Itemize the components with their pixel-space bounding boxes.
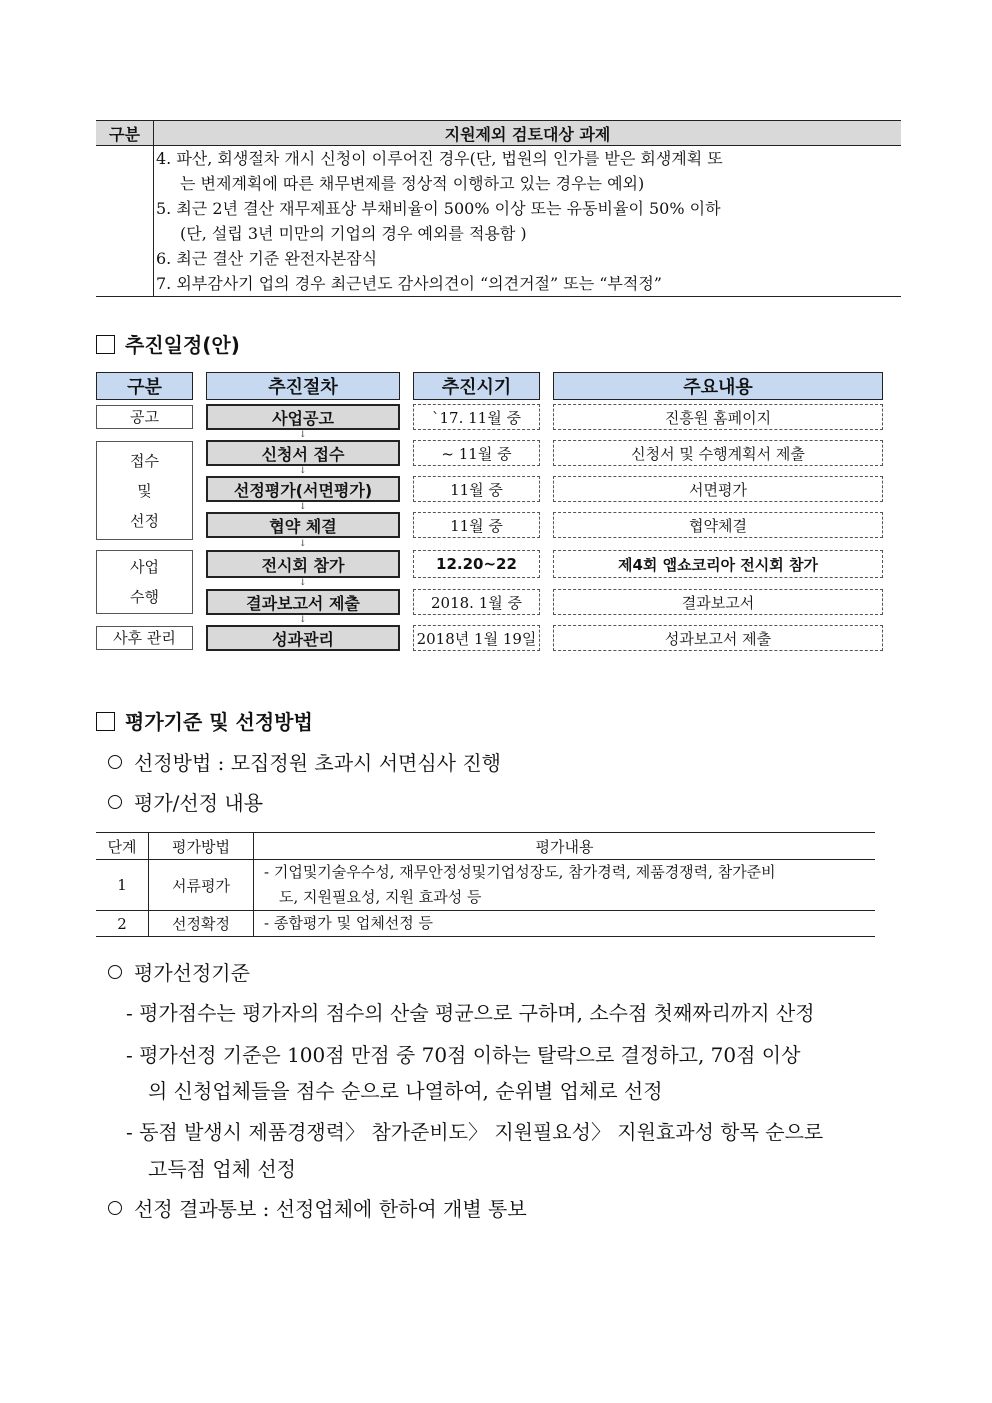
exclusion-item-cont: (단, 설립 3년 미만의 기업의 경우 예외를 적용함 ) [180,224,527,243]
schedule-heading: 추진일정(안) [96,329,240,358]
content-exhibition: 제4회 앱쇼코리아 전시회 참가 [553,550,883,578]
circle-bullet-icon [108,755,122,769]
proc-evaluation: 선정평가(서면평가) [206,476,400,502]
col-header-exclusion: 지원제외 검토대상 과제 [154,121,902,146]
col-header-method: 평가방법 [149,833,254,860]
schedule-header-procedure: 추진절차 [206,372,400,400]
exclusion-item-cont: 는 변제계획에 따른 채무변제를 정상적 이행하고 있는 경우는 예외) [180,174,645,193]
content-announcement: 진흥원 홈페이지 [553,404,883,430]
criteria-item-cont: 고득점 업체 선정 [148,1157,296,1181]
content-application: 신청서 및 수행계획서 제출 [553,440,883,466]
checkbox-square-icon [96,712,115,731]
selection-method: 선정방법 : 모집정원 초과시 서면심사 진행 [108,747,501,776]
proc-exhibition: 전시회 참가 [206,550,400,578]
group-follow-up: 사후 관리 [96,626,193,650]
exclusion-item: 6. 최근 결산 기준 완전자본잠식 [156,249,378,268]
exclusion-item: 7. 외부감사기 업의 경우 최근년도 감사의견이 “의견거절” 또는 “부적정” [156,274,662,293]
circle-bullet-icon [108,795,122,809]
selection-result: 선정 결과통보 : 선정업체에 한하여 개별 통보 [108,1193,527,1222]
arrow-down-icon: ↓ [299,502,307,512]
schedule-header-content: 주요내용 [553,372,883,400]
time-report: 2018. 1월 중 [413,589,540,615]
arrow-down-icon: ↓ [299,430,307,440]
content-agreement: 협약체결 [553,512,883,538]
group-project-execution: 사업 수행 [96,550,193,614]
table-row: 2 선정확정 - 종합평가 및 업체선정 등 [96,911,875,937]
time-performance: 2018년 1월 19일 [413,625,540,651]
exclusion-table [96,120,901,297]
criteria-item: - 평가선정 기준은 100점 만점 중 70점 이하는 탈락으로 결정하고, 70점 이상 [126,1043,801,1067]
time-application: ~ 11월 중 [413,440,540,466]
col-header-content: 평가내용 [254,833,876,860]
exclusion-item: 5. 최근 2년 결산 재무제표상 부채비율이 500% 이상 또는 유동비율이 50% 이하 [156,199,721,218]
proc-application: 신청서 접수 [206,440,400,466]
evaluation-content-label: 평가/선정 내용 [108,787,263,816]
circle-bullet-icon [108,1201,122,1215]
arrow-down-icon: ↓ [299,539,307,549]
criteria-item: - 동점 발생시 제품경쟁력〉 참가준비도〉 지원필요성〉 지원효과성 항목 순으로 [126,1120,824,1144]
content-performance: 성과보고서 제출 [553,625,883,651]
col-header-stage: 단계 [96,833,149,860]
table-row: 1 서류평가 - 기업및기술우수성, 재무안정성및기업성장도, 참가경력, 제품경쟁력, 참가준비 도, 지원필요성, 지원 효과성 등 [96,860,875,911]
checkbox-square-icon [96,335,115,354]
arrow-down-icon: ↓ [299,466,307,476]
group-announcement: 공고 [96,405,193,429]
time-announcement: `17. 11월 중 [413,404,540,430]
time-exhibition: 12.20~22 [413,550,540,578]
proc-report: 결과보고서 제출 [206,589,400,615]
criteria-item: - 평가점수는 평가자의 점수의 산술 평균으로 구하며, 소수점 첫째짜리까지 산정 [126,1001,815,1025]
exclusion-items [154,146,902,297]
time-agreement: 11월 중 [413,512,540,538]
evaluation-heading: 평가기준 및 선정방법 [96,706,313,735]
content-report: 결과보고서 [553,589,883,615]
proc-announcement: 사업공고 [206,404,400,430]
exclusion-item: 4. 파산, 회생절차 개시 신청이 이루어진 경우(단, 법원의 인가를 받은 회생계획 또 [156,149,723,168]
arrow-down-icon: ↓ [299,578,307,588]
col-header-category: 구분 [96,121,154,146]
proc-agreement: 협약 체결 [206,512,400,538]
group-application-selection: 접수 및 선정 [96,441,193,540]
evaluation-table [96,832,875,937]
arrow-down-icon: ↓ [299,615,307,625]
content-evaluation: 서면평가 [553,476,883,502]
schedule-header-category: 구분 [96,372,193,400]
criteria-item-cont: 의 신청업체들을 점수 순으로 나열하여, 순위별 업체로 선정 [148,1079,663,1103]
criteria-label: 평가선정기준 [108,957,250,986]
circle-bullet-icon [108,965,122,979]
proc-performance: 성과관리 [206,625,400,651]
time-evaluation: 11월 중 [413,476,540,502]
schedule-header-timing: 추진시기 [413,372,540,400]
